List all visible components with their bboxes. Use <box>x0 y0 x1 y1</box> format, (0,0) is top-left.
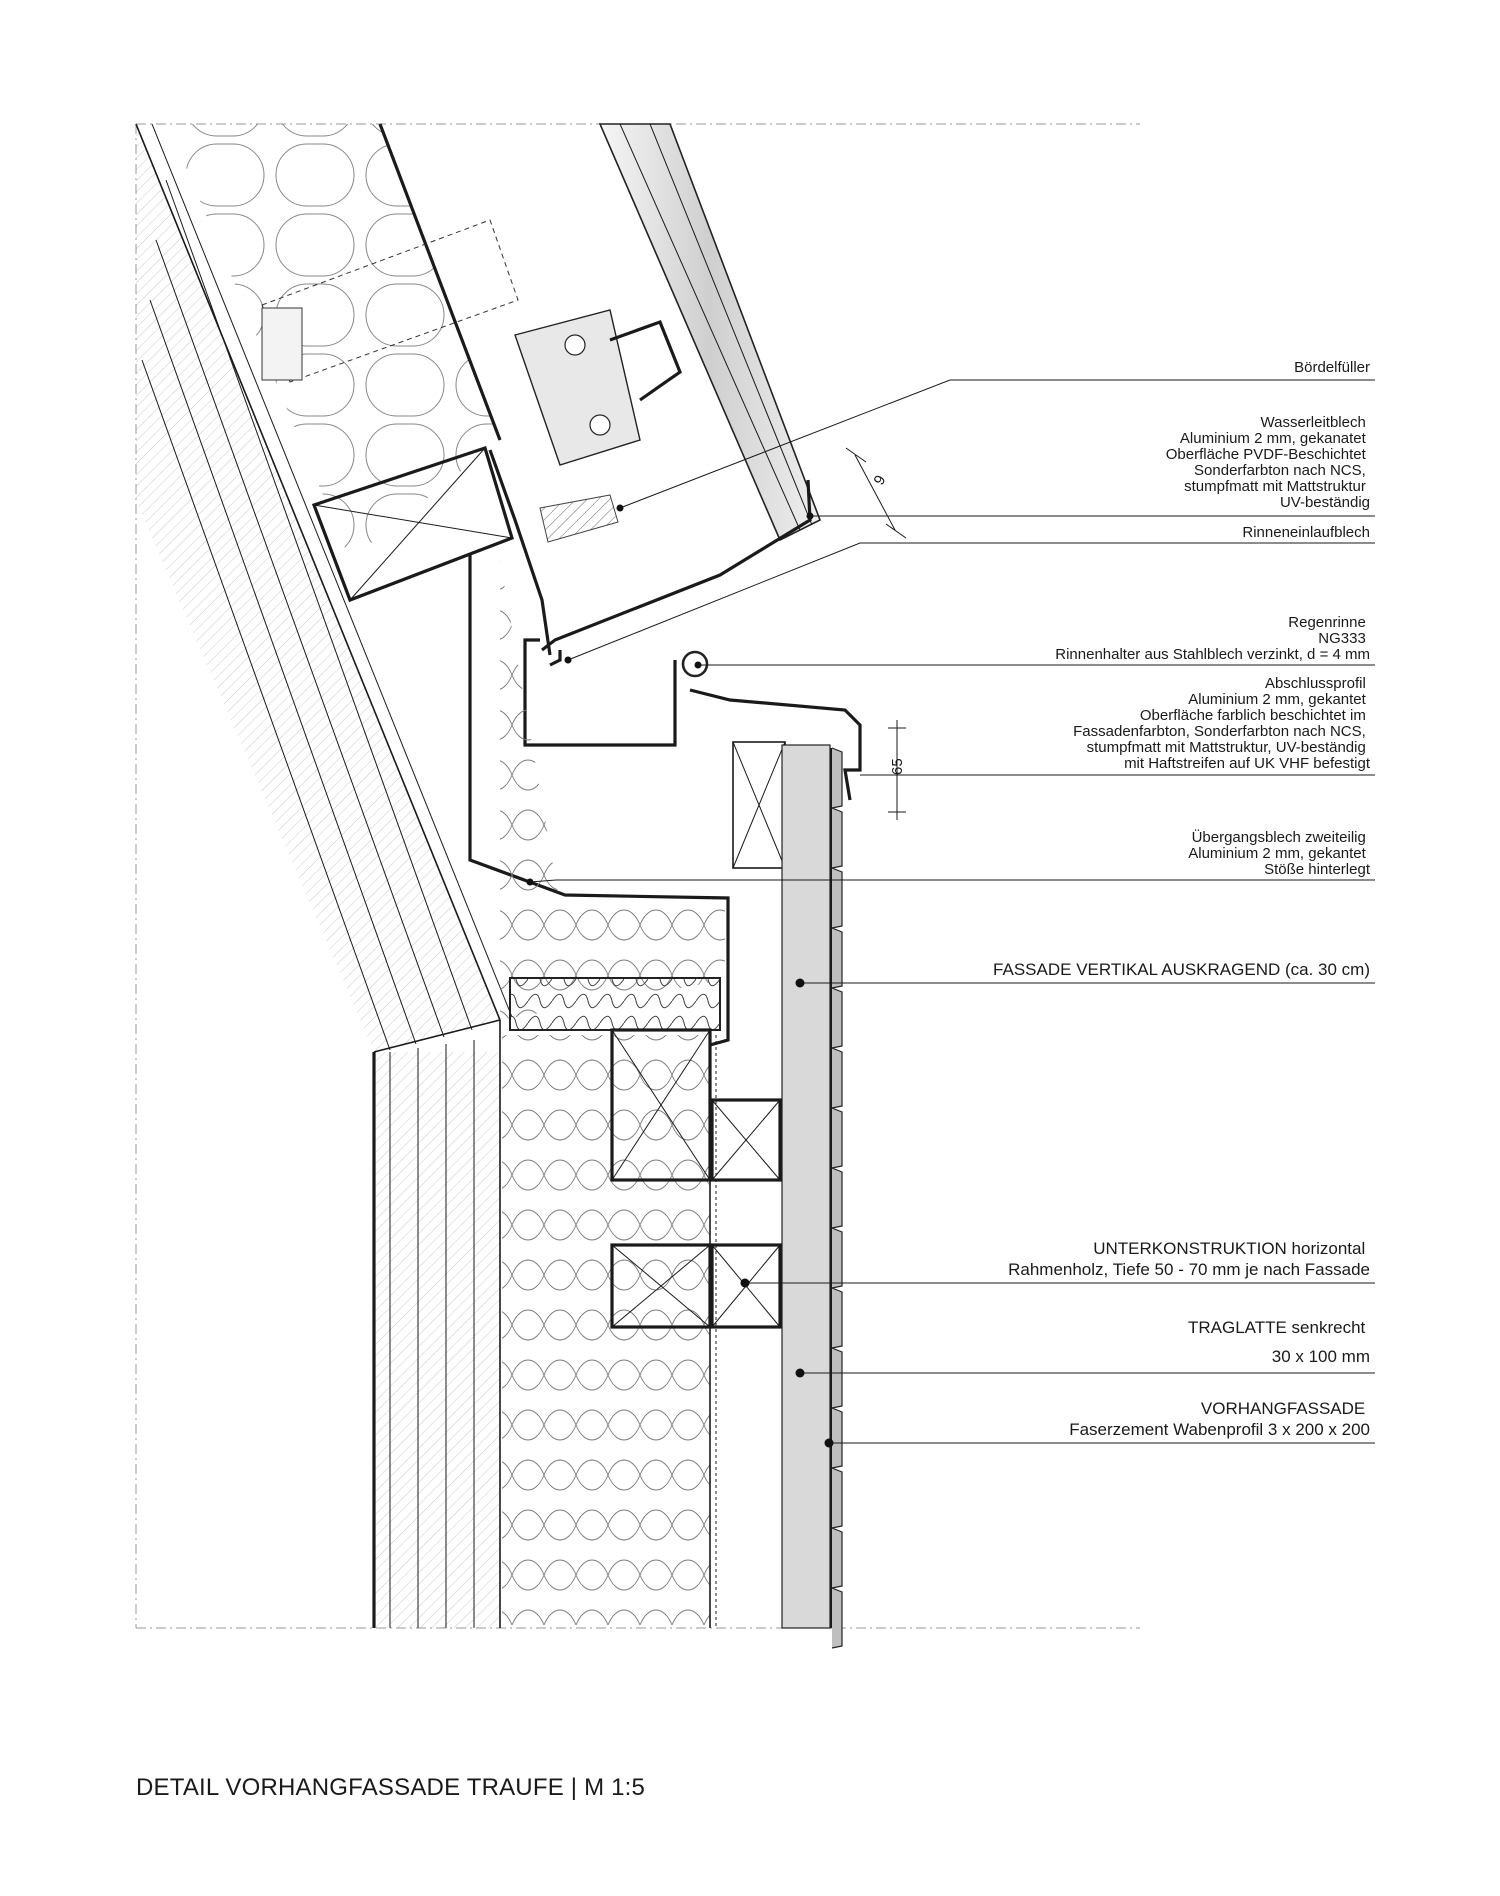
label-boerdelfueller: Bördelfüller <box>1294 359 1370 376</box>
facade-tile <box>832 748 842 808</box>
facade-tile <box>832 928 842 988</box>
facade-tile <box>832 1048 842 1108</box>
facade-tile <box>832 1348 842 1408</box>
label-unterkonstruktion: UNTERKONSTRUKTION horizontal Rahmenholz, Tiefe 50 - 70 mm je nach Fassade <box>1008 1239 1370 1279</box>
facade-cladding <box>832 748 842 1648</box>
facade-tile <box>832 1468 842 1528</box>
dimension-marks <box>846 448 906 820</box>
label-fassade-auskragend: FASSADE VERTIKAL AUSKRAGEND (ca. 30 cm) <box>993 960 1370 979</box>
dimension-65: 65 <box>889 758 906 775</box>
traglatte-board <box>782 745 830 1628</box>
wall-insulation <box>502 1035 716 1628</box>
eave-insulation <box>500 560 725 1030</box>
label-uebergangsblech: Übergangsblech zweiteilig Aluminium 2 mm, gekantet Stöße hinterlegt <box>1188 829 1370 878</box>
dimension-9: 9 <box>870 472 890 488</box>
upper-facade-timber <box>733 742 785 868</box>
facade-tile <box>832 1228 842 1288</box>
clamp-bracket <box>515 310 680 465</box>
boerdelfueller-strip <box>540 495 618 542</box>
annotation-labels <box>993 359 1371 1439</box>
label-vorhangfassade: VORHANGFASSADE Faserzement Wabenprofil 3 x 200 x 200 <box>1069 1399 1370 1439</box>
label-abschlussprofil: Abschlussprofil Aluminium 2 mm, gekantet Oberfläche farblich beschichtet im Fassadenfarbton, Sonderfarbton nach NCS, stumpfmatt mit Mattstruktur, UV-beständig mit Haftstreifen auf UK VHF befestigt <box>1073 675 1370 772</box>
facade-tile <box>832 1528 842 1588</box>
drawing-title: DETAIL VORHANGFASSADE TRAUFE | M 1:5 <box>136 1774 646 1801</box>
facade-tile <box>832 808 842 868</box>
label-wasserleitblech: Wasserleitblech Aluminium 2 mm, gekanatet Oberfläche PVDF-Beschichtet Sonderfarbton nach NCS, stumpfmatt mit Mattstruktur UV-beständig <box>1165 414 1370 511</box>
facade-tile <box>832 1108 842 1168</box>
facade-tile <box>832 1288 842 1348</box>
facade-tile <box>832 1408 842 1468</box>
facade-tile <box>832 1168 842 1228</box>
label-rinneneinlaufblech: Rinneneinlaufblech <box>1242 524 1370 541</box>
facade-tile <box>832 868 842 928</box>
facade-tile <box>832 988 842 1048</box>
facade-tile <box>832 1588 842 1648</box>
label-traglatte: TRAGLATTE senkrecht 30 x 100 mm <box>1187 1318 1370 1366</box>
label-regenrinne: Regenrinne NG333 Rinnenhalter aus Stahlblech verzinkt, d = 4 mm <box>1055 614 1370 663</box>
